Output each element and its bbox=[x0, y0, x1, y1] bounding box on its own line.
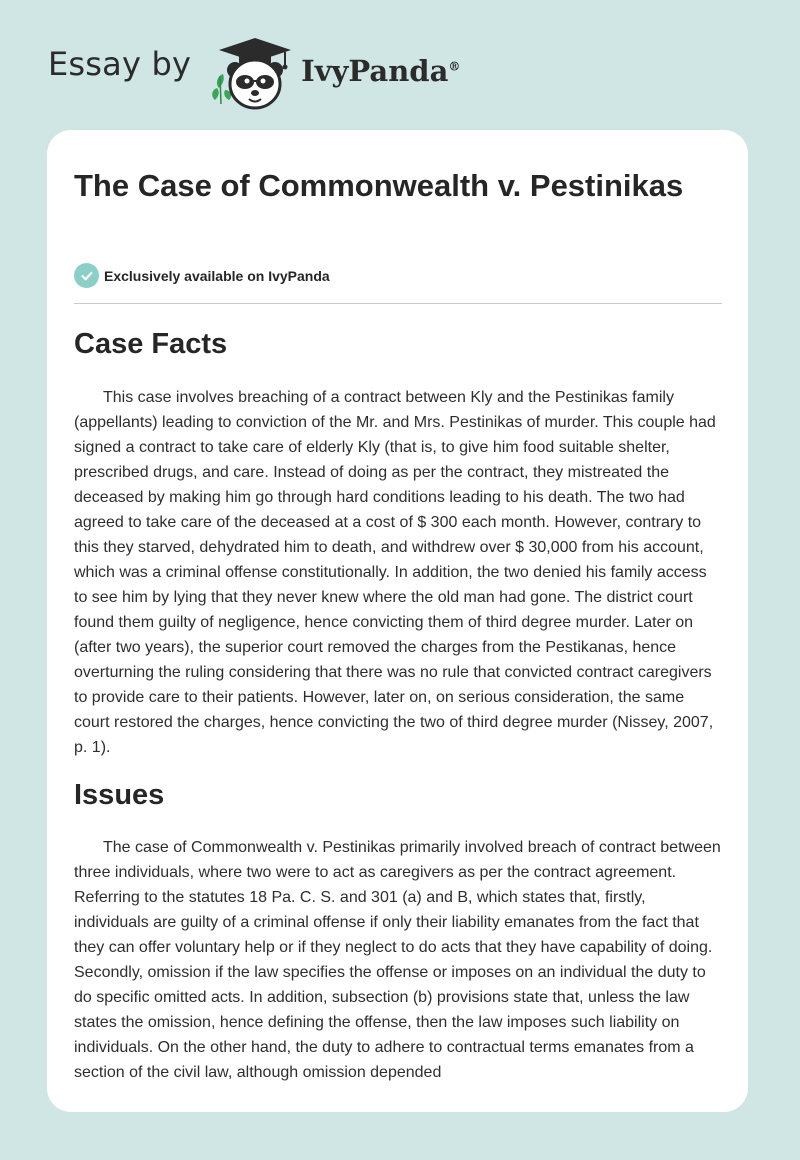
registered-mark: ® bbox=[448, 59, 461, 74]
essay-title: The Case of Commonwealth v. Pestinikas bbox=[74, 168, 684, 203]
essay-card bbox=[47, 130, 748, 1112]
brand-name-text: IvyPanda bbox=[301, 54, 449, 88]
section-body-case-facts: This case involves breaching of a contract between Kly and the Pestinikas family (appellants) leading to conviction of the Mr. and Mrs. Pestinikas of murder. This couple had signed a contract to take care of elderly Kly (that is, to give him food suitable shelter, prescribed drugs, and care. Instead of doing as per the contract, they mistreated the deceased by making him go through hard conditions leading to his death. The two had agreed to take care of the deceased at a cost of $ 300 each month. However, contrary to this they starved, dehydrated him to death, and withdrew over $ 30,000 from his account, which was a criminal offense constitutionally. In addition, the two denied his family access to see him by lying that they never knew where the old man had gone. The district court found them guilty of negligence, hence convicting them of third degree murder. Later on (after two years), the superior court removed the charges from the Pestikanas, hence overturning the ruling considering that there was no rule that convicted contract caregivers to provide care to their patients. However, later on, on serious consideration, the same court restored the charges, hence convicting the two of third degree murder (Nissey, 2007, p. 1). bbox=[74, 389, 716, 756]
brand-name bbox=[301, 54, 460, 88]
brand-logo[interactable] bbox=[48, 32, 460, 112]
divider bbox=[74, 303, 722, 304]
panda-mascot-icon bbox=[205, 32, 297, 112]
checkmark-icon bbox=[74, 263, 99, 288]
section-heading-case-facts: Case Facts bbox=[74, 328, 228, 360]
section-heading-issues: Issues bbox=[74, 779, 165, 811]
brand-prefix: Essay by bbox=[48, 45, 192, 83]
exclusive-badge bbox=[74, 263, 330, 288]
section-body-issues: The case of Commonwealth v. Pestinikas primarily involved breach of contract between three individuals, where two were to act as caregivers as per the contract agreement. Referring to the statutes 18 Pa. C. S. and 301 (a) and B, which states that, firstly, individuals are guilty of a criminal offense if only their liability emanates from the fact that they can offer voluntary help or if they neglect to do acts that they have capability of doing. Secondly, omission if the law specifies the offense or imposes on an individual the duty to do specific omitted acts. In addition, subsection (b) provisions state that, unless the law states the omission, hence defining the offense, then the law imposes such liability on individuals. On the other hand, the duty to adhere to contractual terms emanates from a section of the civil law, although omission depended bbox=[74, 839, 721, 1081]
leaf-icon bbox=[212, 74, 231, 104]
exclusive-badge-text: Exclusively available on IvyPanda bbox=[104, 267, 330, 284]
